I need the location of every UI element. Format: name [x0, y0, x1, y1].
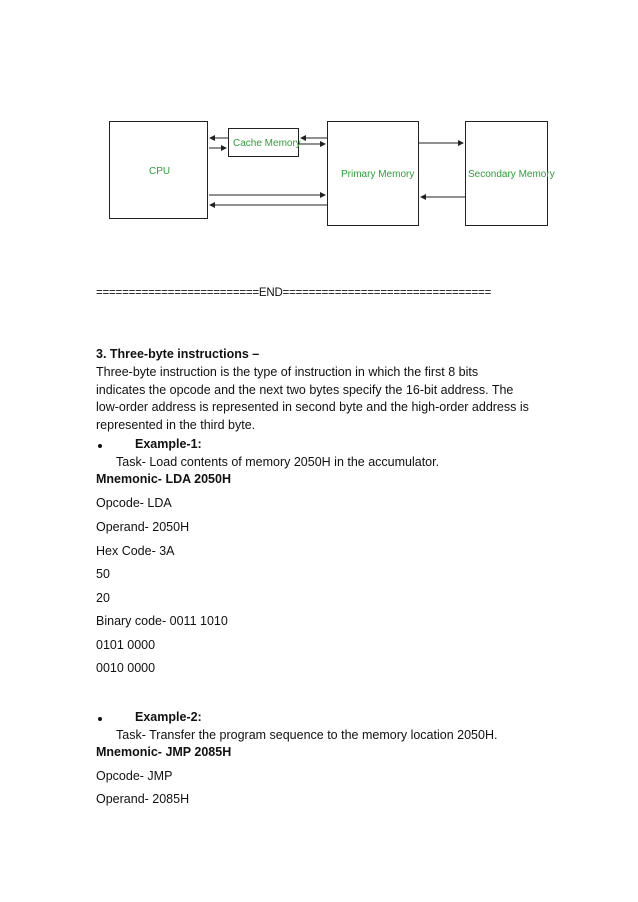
end-separator: =========================END================================: [96, 287, 492, 299]
cpu-label: CPU: [149, 166, 171, 177]
section-paragraph: [96, 364, 536, 434]
paragraph-line: indicates the opcode and the next two bytes specify the 16-bit address. The: [96, 382, 514, 397]
example1-binary-byte3: 0010 0000: [96, 661, 156, 675]
secondary-memory-label: Secondary Memory: [468, 169, 555, 180]
example1-operand: Operand- 2050H: [96, 520, 190, 534]
bullet-icon: [98, 717, 102, 721]
example1-title: Example-1:: [135, 437, 202, 451]
example1-binary-code: Binary code- 0011 1010: [96, 614, 228, 628]
paragraph-line: represented in the third byte.: [96, 417, 256, 432]
example1-hex-byte2: 50: [96, 567, 110, 581]
paragraph-line: low-order address is represented in second byte and the high-order address is: [96, 400, 529, 414]
example1-hex-code: Hex Code- 3A: [96, 544, 175, 558]
example2-operand: Operand- 2085H: [96, 792, 190, 806]
cache-memory-label: Cache Memory: [233, 138, 301, 149]
example2-mnemonic: Mnemonic- JMP 2085H: [96, 745, 232, 759]
example2-title: Example-2:: [135, 710, 202, 724]
example1-binary-byte2: 0101 0000: [96, 638, 156, 652]
example2-opcode: Opcode- JMP: [96, 769, 173, 783]
example1-opcode: Opcode- LDA: [96, 496, 172, 510]
example2-task: Task- Transfer the program sequence to the memory location 2050H.: [116, 728, 498, 742]
primary-memory-label: Primary Memory: [341, 169, 415, 180]
example1-task: Task- Load contents of memory 2050H in the accumulator.: [116, 455, 440, 469]
example1-hex-byte3: 20: [96, 591, 110, 605]
section-heading: 3. Three-byte instructions –: [96, 347, 260, 361]
paragraph-line: Three-byte instruction is the type of instruction in which the first 8 bits: [96, 365, 479, 379]
bullet-icon: [98, 444, 102, 448]
example1-mnemonic: Mnemonic- LDA 2050H: [96, 472, 231, 486]
